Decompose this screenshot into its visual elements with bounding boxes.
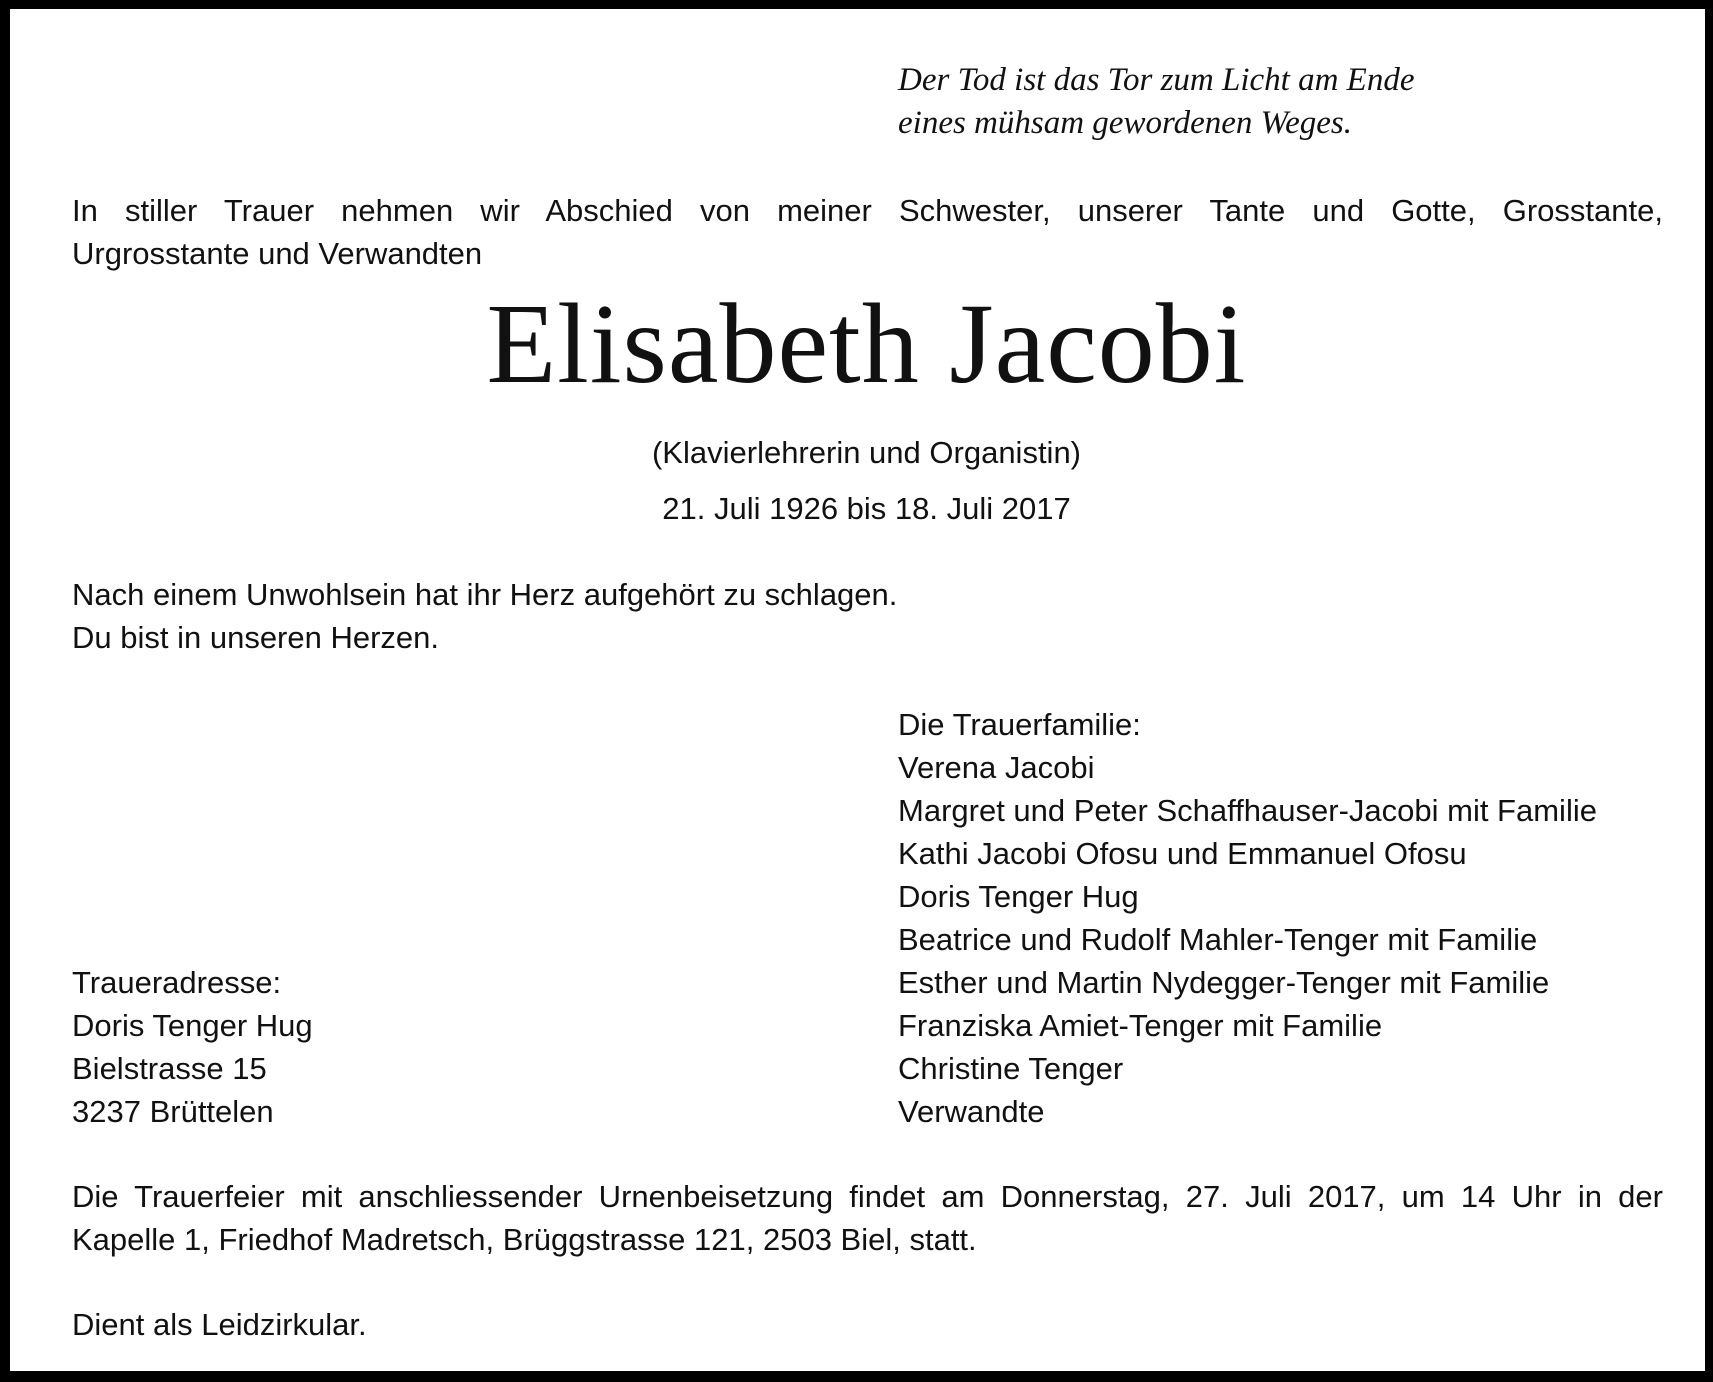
family-member: Verwandte xyxy=(898,1094,1045,1129)
address-name: Doris Tenger Hug xyxy=(72,1008,313,1043)
closing-note: Dient als Leidzirkular. xyxy=(72,1307,367,1342)
quote-line-1: Der Tod ist das Tor zum Licht am Ende xyxy=(898,62,1415,98)
address-heading: Traueradresse: xyxy=(72,965,282,1000)
address-city: 3237 Brüttelen xyxy=(72,1094,274,1129)
family-member: Verena Jacobi xyxy=(898,750,1095,785)
family-member: Doris Tenger Hug xyxy=(898,879,1139,914)
family-heading: Die Trauerfamilie: xyxy=(898,707,1141,742)
intro-line-2: Urgrosstante und Verwandten xyxy=(72,236,483,271)
deceased-profession: (Klavierlehrerin und Organistin) xyxy=(651,435,1082,470)
mourning-address xyxy=(72,961,313,1133)
epigraph-quote xyxy=(898,59,1414,145)
family-member: Margret und Peter Schaffhauser-Jacobi mit Familie xyxy=(898,793,1597,828)
message-line-2: Du bist in unseren Herzen. xyxy=(72,620,440,655)
family-member: Beatrice und Rudolf Mahler-Tenger mit Familie xyxy=(898,922,1538,957)
life-dates: 21. Juli 1926 bis 18. Juli 2017 xyxy=(662,491,1071,526)
intro-line-1: In stiller Trauer nehmen wir Abschied von meiner Schwester, unserer Tante und Gotte, Grosstante, xyxy=(72,193,1663,228)
quote-line-2: eines mühsam gewordenen Weges. xyxy=(898,105,1352,141)
intro-text xyxy=(72,189,1663,275)
family-member: Esther und Martin Nydegger-Tenger mit Familie xyxy=(898,965,1550,1000)
deceased-name: Elisabeth Jacobi xyxy=(486,280,1247,407)
message-line-1: Nach einem Unwohlsein hat ihr Herz aufgehört zu schlagen. xyxy=(72,577,898,612)
family-member: Franziska Amiet-Tenger mit Familie xyxy=(898,1008,1383,1043)
mourning-family-list xyxy=(898,703,1597,1133)
ceremony-line-1: Die Trauerfeier mit anschliessender Urnenbeisetzung findet am Donnerstag, 27. Juli 2017, um 14 Uhr in der xyxy=(72,1179,1663,1214)
farewell-message xyxy=(72,573,897,659)
family-member: Christine Tenger xyxy=(898,1051,1124,1086)
address-street: Bielstrasse 15 xyxy=(72,1051,267,1086)
family-member: Kathi Jacobi Ofosu und Emmanuel Ofosu xyxy=(898,836,1467,871)
ceremony-details xyxy=(72,1175,1663,1261)
ceremony-line-2: Kapelle 1, Friedhof Madretsch, Brüggstrasse 121, 2503 Biel, statt. xyxy=(72,1222,977,1257)
